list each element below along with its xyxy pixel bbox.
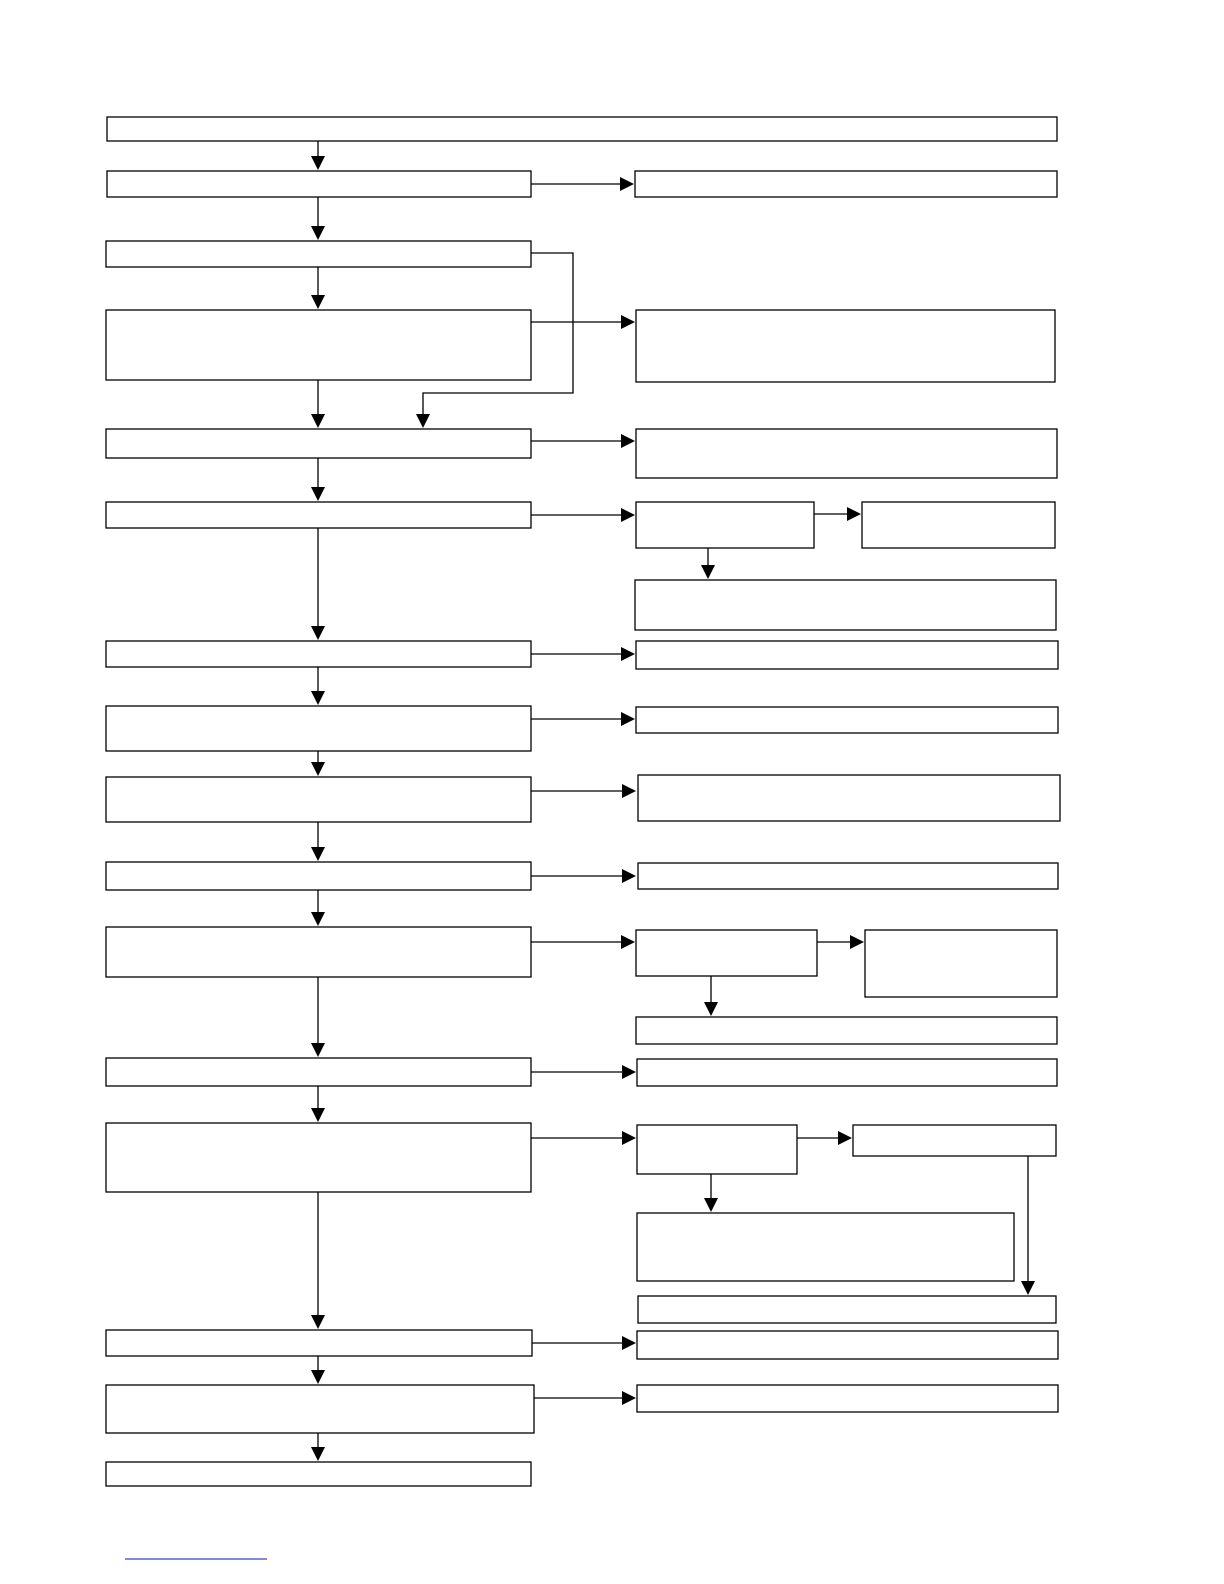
arrowhead-step-3 [311,295,325,309]
arrowhead-result-12-sub [704,1198,718,1212]
arrowhead-step-7 [311,691,325,705]
arrowhead-result-5 [621,508,635,522]
result-10-next-box [865,930,1057,997]
result-5-sub-box [635,580,1056,630]
result-9-box [638,863,1058,889]
arrowhead-step-10 [311,912,325,926]
arrowhead-result-9 [622,869,636,883]
arrowhead-result-7 [621,712,635,726]
arrowhead-result-5-next [847,507,861,521]
result-5-next-box [862,502,1055,548]
result-14-box [637,1385,1058,1412]
arrowhead-result-1 [620,177,634,191]
arrowhead-result-13 [622,1336,636,1350]
arrowhead-result-5-sub [701,565,715,579]
result-8-box [638,775,1060,821]
step-4-box [106,429,531,458]
arrowhead-bypass-step-4 [416,414,430,428]
arrowhead-step-14 [311,1370,325,1384]
result-12-box [637,1125,797,1174]
result-5-box [636,502,814,548]
arrowhead-step-15 [311,1447,325,1461]
arrowhead-step-13 [311,1315,325,1329]
arrowhead-step-5 [311,487,325,501]
arrowhead-result-14 [622,1391,636,1405]
result-12-sub-box [637,1213,1014,1281]
arrowhead-step-6 [311,626,325,640]
result-1-box [635,171,1057,197]
result-10-sub-box [636,1017,1057,1044]
step-3-box [106,310,531,380]
arrowhead-step-12 [311,1108,325,1122]
arrowhead-result-11 [622,1065,636,1079]
arrowhead-result-3 [621,315,635,329]
step-11-box [106,1058,531,1086]
result-7-box [636,707,1058,733]
result-12-next-box [853,1125,1056,1156]
step-7-box [106,706,531,751]
arrowhead-result-6 [621,647,635,661]
step-1-box [107,171,531,197]
step-8-box [106,777,531,822]
step-6-box [106,641,531,667]
result-13-box [637,1331,1058,1359]
step-14-box [106,1385,534,1433]
result-4-box [636,429,1057,478]
arrowhead-result-12 [622,1131,636,1145]
arrowhead-step-4 [311,414,325,428]
result-3-box [636,310,1055,382]
result-12-final-box [638,1296,1056,1323]
arrowhead-step-1 [311,156,325,170]
step-5-box [106,502,531,528]
arrowhead-step-11 [311,1043,325,1057]
arrowhead-result-4 [621,434,635,448]
arrowhead-step-2 [311,226,325,240]
arrowhead-result-10-sub [704,1002,718,1016]
header-box [107,117,1057,141]
arrowhead-step-9 [311,847,325,861]
arrowhead-result-10-next [850,935,864,949]
step-2-box [106,241,531,267]
result-6-box [636,641,1058,669]
step-9-box [106,862,531,890]
result-11-box [637,1059,1057,1086]
arrowhead-result-12-final [1021,1281,1035,1295]
arrowhead-result-10 [621,935,635,949]
step-13-box [106,1330,532,1356]
result-10-box [636,930,817,976]
step-10-box [106,927,531,977]
step-15-box [106,1462,531,1486]
arrowhead-step-8 [311,762,325,776]
arrowhead-result-8 [622,784,636,798]
step-12-box [106,1123,531,1192]
arrowhead-result-12-next [838,1131,852,1145]
